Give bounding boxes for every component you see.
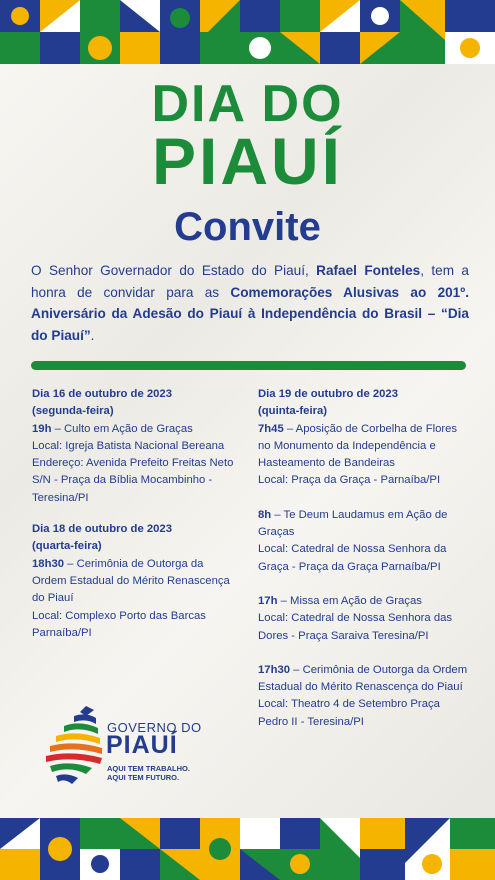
event-time: 17h30 xyxy=(258,663,291,676)
event-highlight: Comemorações Alusivas ao 201º. Aniversário da Adesão do Piauí à Independência do Brasil – “Dia do Piauí” xyxy=(31,284,469,343)
event-1 xyxy=(258,421,468,473)
event-title: – Cerimônia de Outorga da Ordem Estadual do Mérito Renascença do Piauí xyxy=(258,663,468,694)
top-decorative-band xyxy=(0,0,495,64)
bottom-decorative-band xyxy=(0,818,495,880)
day2-event xyxy=(32,556,237,608)
title-line1: DIA DO xyxy=(151,75,344,133)
event-time: 7h45 xyxy=(258,422,284,435)
day3-weekday: (quinta-feira) xyxy=(258,405,328,418)
day1-weekday: (segunda-feira) xyxy=(32,405,114,418)
schedule-right-column xyxy=(258,386,468,731)
intro-text: O Senhor Governador do Estado do Piauí, xyxy=(31,263,317,278)
event-title: – Missa em Ação de Graças xyxy=(277,594,422,607)
event-4 xyxy=(258,662,468,697)
logo-piaui: PIAUÍ xyxy=(106,731,178,759)
event-title: – Culto em Ação de Graças xyxy=(51,422,193,435)
event-3-local: Local: Catedral de Nossa Senhora das Dores - Praça Saraiva Teresina/PI xyxy=(258,612,453,642)
event-2 xyxy=(258,507,468,542)
event-title: – Aposição de Corbelha de Flores no Monumento da Independência e Hasteamento de Bandeiras xyxy=(258,422,458,470)
intro-text: , tem a honra de convidar para as xyxy=(31,263,469,300)
schedule-left-column xyxy=(32,386,237,642)
event-title: – Te Deum Laudamus em Ação de Graças xyxy=(258,508,448,539)
event-time: 19h xyxy=(32,422,52,435)
event-1-local: Local: Praça da Graça - Parnaíba/PI xyxy=(258,474,441,487)
day1-date: Dia 16 de outubro de 2023 xyxy=(32,388,172,400)
governor-name: Rafael Fonteles xyxy=(316,263,421,278)
subtitle-convite: Convite xyxy=(174,205,321,249)
day2-weekday: (quarta-feira) xyxy=(32,540,102,553)
title-line2: PIAUÍ xyxy=(151,124,344,198)
day2-local: Local: Complexo Porto das Barcas Parnaíba/PI xyxy=(32,609,206,639)
logo-tagline-line2: AQUI TEM FUTURO. xyxy=(107,773,180,782)
event-2-local: Local: Catedral de Nossa Senhora da Graça - Praça da Graça Parnaíba/PI xyxy=(258,543,447,573)
event-time: 8h xyxy=(258,508,272,521)
event-time: 17h xyxy=(258,594,278,607)
intro-paragraph xyxy=(31,260,469,346)
logo-tagline xyxy=(107,764,190,782)
event-title: – Cerimônia de Outorga da Ordem Estadual do Mérito Renascença do Piauí xyxy=(32,557,230,605)
day3-date: Dia 19 de outubro de 2023 xyxy=(258,388,398,400)
event-time: 18h30 xyxy=(32,557,65,570)
event-4-local: Local: Theatro 4 de Setembro Praça Pedro II - Teresina/PI xyxy=(258,698,440,728)
logo-tagline-line1: AQUI TEM TRABALHO. xyxy=(107,764,190,773)
day1-address: Endereço: Avenida Prefeito Freitas Neto S/N - Praça da Bíblia Mocambinho - Teresina/PI xyxy=(32,457,234,504)
day2-date: Dia 18 de outubro de 2023 xyxy=(32,523,172,536)
logo-governo-do: GOVERNO DO xyxy=(107,720,202,735)
intro-text: . xyxy=(90,327,95,343)
green-divider xyxy=(31,361,466,370)
day1-local: Local: Igreja Batista Nacional Bereana xyxy=(32,439,225,452)
day1-event xyxy=(32,421,237,438)
event-3 xyxy=(258,593,468,610)
